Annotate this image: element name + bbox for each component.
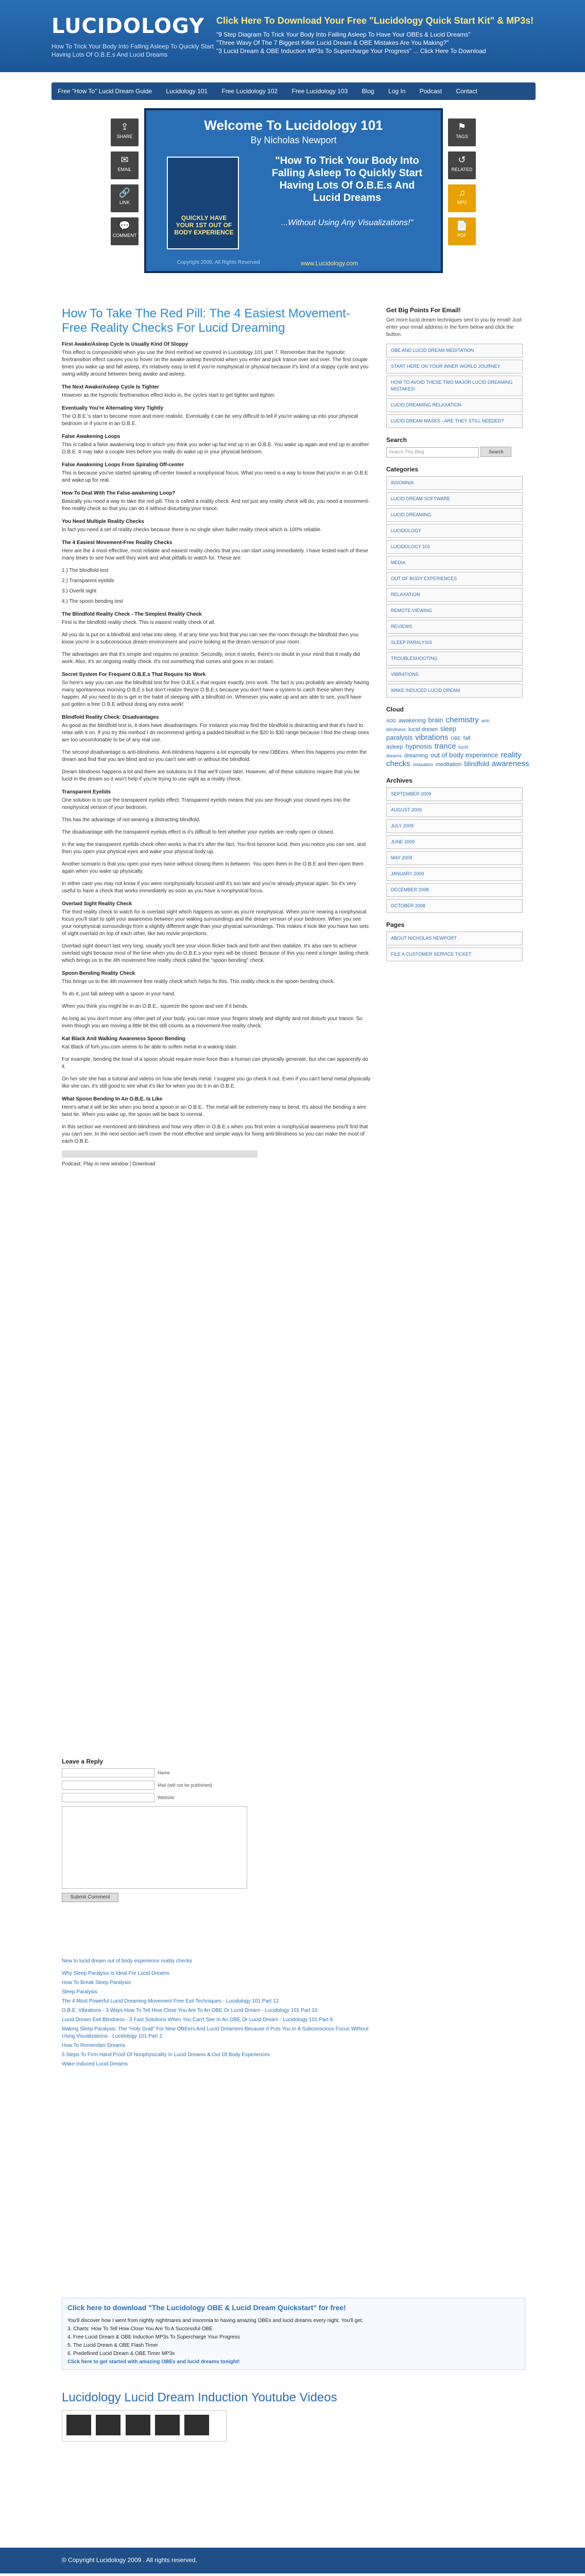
video-thumbnail[interactable]	[126, 2415, 150, 2435]
site-tagline: How To Trick Your Body Into Falling Asleep To Quickly Start Having Lots Of O.B.E.s And Lucid Dreams	[51, 43, 214, 58]
archive-link[interactable]: AUGUST 2009	[386, 803, 523, 817]
audio-player[interactable]	[62, 1150, 257, 1158]
video-thumbnail[interactable]	[66, 2415, 91, 2435]
nav-item[interactable]: Free "How To" Lucid Dream Guide	[58, 88, 152, 95]
category-link[interactable]: INSOMNIA	[386, 476, 523, 490]
paragraph: The second disadvantage is anti-blindness. Anti-blindness happens a lot especially for new OBEers. When this happens you enter the dream and find that you are blind and so you can't see with or without the blindfold.	[62, 750, 367, 762]
paragraph: This has the advantage of not wearing a distracting blindfold.	[62, 817, 201, 823]
tag-link[interactable]: OBE	[451, 736, 461, 741]
post-body	[62, 342, 371, 1145]
page-link[interactable]: FILE A CUSTOMER SERVICE TICKET	[386, 947, 523, 961]
related-link[interactable]: Sleep Paralysis	[62, 1989, 97, 1995]
related-intro[interactable]: New to lucid dream out of body experience reality checks	[62, 1958, 192, 1964]
video-thumbnail[interactable]	[96, 2415, 121, 2435]
cta-line: 6. Predefined Lucid Dream & OBE Timer MP3s	[67, 2351, 175, 2357]
cta-headline[interactable]: Click here to download "The Lucidology OBE & Lucid Dream Quickstart" for free!	[67, 2303, 346, 2312]
tag-link[interactable]: anti-blindness	[386, 718, 491, 732]
tags-icon[interactable]: ⚑ TAGS	[448, 118, 476, 146]
tag-link[interactable]: relaxation	[412, 762, 433, 767]
optin-text: Get more lucid dream techniques sent to you by email! Just enter your email address in the form below and click the button.	[386, 317, 522, 337]
paragraph: As long as you don't move any other part of your body, you can move your fingers slowly and slightly and not disturb your trance. So even though you are moving a little bit this still counts as a movement-free reality check.	[62, 1016, 363, 1029]
nav-item[interactable]: Free Lucidology 103	[291, 88, 348, 95]
cta-line: You'll discover how I went from nightly nightmares and insomnia to having amazing OBEs and lucid dreams every night. You'll get:	[67, 2318, 364, 2324]
post-title[interactable]: How To Take The Red Pill: The 4 Easiest Movement-Free Reality Checks For Lucid Dreaming	[62, 307, 350, 335]
paragraph: Here are the 4 most effective, most reliable and easiest reality checks that you can start using immediately. I have tested each of these many times to see how well they work and what pitfalls to watch for. These are:	[62, 548, 368, 561]
paragraph: All you do is put on a blindfold and relax into sleep. If at any time you find that you can see the room through the blindfold then you know you're in a subconscious dream environment and you're looking at the dream version of your room.	[62, 632, 358, 645]
category-link[interactable]: OUT OF BODY EXPERIENCES	[386, 572, 523, 586]
section-heading: Overlaid Sight Reality Check	[62, 901, 132, 907]
category-link[interactable]: LUCID DREAM SOFTWARE	[386, 492, 523, 506]
archive-link[interactable]: DECEMBER 2008	[386, 883, 523, 897]
tag-link[interactable]: brain	[428, 716, 443, 724]
related-link[interactable]: O.B.E. Vibrations - 3 Ways How To Tell How Close You Are To An OBE Or Lucid Dream - Lucidology 101 Part 10	[62, 2008, 318, 2013]
site-header	[0, 0, 585, 72]
archive-link[interactable]: JULY 2009	[386, 819, 523, 833]
banner-headline: "How To Trick Your Body Into Falling Asleep To Quickly Start Having Lots Of O.B.E.s And Lucid Dreams	[271, 155, 423, 204]
section-heading: First Awake/Asleep Cycle Is Usually Kind Of Sloppy	[62, 342, 188, 347]
paragraph: On her site she has a tutorial and videos on how she bends metal. I suggest you go check it out. Even if you can't bend metal physically like she can, it's still good to see what it's like for when you do it in an O.B.E.	[62, 1076, 371, 1089]
section-heading: How To Deal With The False-awakening Loop?	[62, 490, 176, 496]
comment-form	[62, 1752, 371, 1902]
tag-link[interactable]: out of body experience	[430, 751, 498, 759]
podcast-links[interactable]: Podcast: Play in new window | Download	[62, 1161, 156, 1167]
footer-bar	[0, 2548, 585, 2573]
category-link[interactable]: LUCIDOLOGY 101	[386, 540, 523, 554]
submit-comment-button[interactable]: Submit Comment	[62, 1893, 118, 1902]
comment-textarea[interactable]	[62, 1806, 247, 1889]
categories-heading: Categories	[386, 466, 419, 473]
tag-link[interactable]: lucid dream	[408, 726, 438, 733]
search-button[interactable]: Search	[480, 447, 511, 457]
list-item: 4.) The spoon bending test	[62, 599, 123, 604]
category-link[interactable]: LUCIDOLOGY	[386, 524, 523, 538]
paragraph: The third reality check to watch for is overlaid sight which happens as soon as you're nonphysical. When you're nearing a nonphysical focus you'll start to split your awareness between your waking surroundings and the dream version of your bedroom. When you see your nonphysical surroundings from a slightly different angle than your physical surroundings. This makes it look like you have two sets of sight overlaid on top of each other, like two movie projections.	[62, 909, 369, 937]
related-link[interactable]: How To Remember Dreams	[62, 2043, 126, 2048]
paragraph: In the way the transparent eyelids check often works is that it's after the fact. You first become lucid, then you notice you can see, and then you open your physical eyes and wake your physical body up.	[62, 842, 366, 855]
category-list	[386, 476, 523, 698]
promo-box[interactable]	[216, 15, 536, 55]
section-heading: False Awakening Loops	[62, 434, 121, 439]
optin-link[interactable]: START HERE ON YOUR INNER WORLD JOURNEY	[386, 360, 523, 374]
name-input[interactable]	[62, 1768, 154, 1777]
paragraph: This is because you've started spiraling off-center toward a nonphysical focus. What you need is a way to know that you're in an O.B.E and wake up for real.	[62, 470, 368, 483]
archive-link[interactable]: JANUARY 2009	[386, 867, 523, 881]
related-posts	[62, 1958, 371, 2070]
videos-title: Lucidology Lucid Dream Induction Youtube Videos	[62, 2391, 337, 2404]
related-link[interactable]: Why Sleep Paralysis Is Ideal For Lucid Dreams	[62, 1971, 169, 1976]
pdf-icon[interactable]: 📄 PDF	[448, 217, 476, 245]
section-heading: Transparent Eyelids	[62, 789, 111, 795]
cta-line: 3. Charts: How To Tell How Close You Are To A Successful OBE	[67, 2326, 213, 2332]
paragraph: This is called a false awakening loop in which you think you woke up but end up in an O.B.E. You wake up again and end up in another O.B.E. It may take a couple tries before you really do wake up in your physical bedroom.	[62, 442, 369, 455]
category-link[interactable]: TROUBLESHOOTING	[386, 652, 523, 666]
section-heading: Spoon Bending Reality Check	[62, 971, 135, 976]
tag-link[interactable]: reality checks	[386, 751, 522, 768]
email-label: Mail (will not be published)	[158, 1783, 213, 1788]
paragraph: This effect is compounded when you use the third method we covered in Lucidology 101 part 7. Remember that the hypnotic fire/transition effect causes you to hover on the awake asleep threshold when you enter and pick trance over and over. The first couple times you wake up and fall asleep, it's relatively easy to tell if you're nonphysical or physical because it's kind of a sloppy cycle and you swing wildly around between being awake and asleep.	[62, 350, 369, 377]
section-heading: Secret System For Frequent O.B.E.s That Require No Work	[62, 672, 206, 677]
sidebar	[386, 307, 529, 963]
paragraph: Overlaid sight doesn't last very long, usually you'll see your vision flicker back and forth and then stabilize. It's also rare to achieve overlaid sight because most of the time when you do O.B.E.s your eyes will be closed. Because of this you need a longer lasting check which brings us to the 4th movement free reality check called the "spoon bending" check.	[62, 943, 369, 963]
tag-cloud	[386, 716, 529, 769]
related-link[interactable]: How To Break Sleep Paralysis	[62, 1980, 131, 1986]
section-heading: Kat Black And Walking Awareness Spoon Bending	[62, 1036, 185, 1042]
category-link[interactable]: REVIEWS	[386, 620, 523, 634]
share-toolbar	[111, 118, 142, 250]
website-input[interactable]	[62, 1793, 154, 1802]
tag-link[interactable]: hypnosis	[405, 742, 432, 750]
section-heading: The Blindfold Reality Check - The Simplest Reality Check	[62, 612, 202, 617]
paragraph: The O.B.E.'s start to become more and more realistic. Eventually it can be very difficult to tell if you're waking up into your physical bedroom or if you're in an O.B.E.	[62, 414, 358, 427]
section-heading: The Next Awake/Asleep Cycle Is Tighter	[62, 384, 159, 390]
related-link[interactable]: Wake Induced Lucid Dreams	[62, 2061, 128, 2067]
category-link[interactable]: LUCID DREAMING	[386, 508, 523, 522]
related-link[interactable]: Making Sleep Paralysis: The "Holy Grail" For New OBEers And Lucid Dreamers Because It Puts You In A Subconscious Focus Without Using Visualizations - Lucidology 101 Part 2	[62, 2026, 369, 2039]
paragraph: In fact you need a set of reality checks because there is no single silver bullet reality check which is 100% reliable.	[62, 527, 322, 533]
mp3-icon[interactable]: ♫ MP3	[448, 184, 476, 212]
paragraph: When you think you might be in an O.B.E., squeeze the spoon and see if it bends.	[62, 1004, 249, 1009]
related-list	[62, 1970, 371, 2068]
post-content	[62, 307, 371, 1173]
section-heading: You Need Multiple Reality Checks	[62, 519, 144, 524]
download-cta	[62, 2298, 525, 2370]
tag-link[interactable]: vibrations	[415, 733, 449, 742]
paragraph: Basically you need a way to take the red pill. This is called a reality check. And not just any reality check will do, you need a movement-free reality check so that you can do it without disturbing your trance.	[62, 499, 370, 512]
related-icon[interactable]: ↺ RELATED	[448, 151, 476, 179]
name-label: Name	[158, 1770, 170, 1775]
category-link[interactable]: WAKE INDUCED LUCID DREAM	[386, 684, 523, 698]
section-heading: What Spoon Bending In An O.B.E. Is Like	[62, 1096, 163, 1102]
category-link[interactable]: REMOTE VIEWING	[386, 604, 523, 618]
search-heading: Search	[386, 436, 407, 444]
footer-copyright: © Copyright Lucidology 2009 . All rights reserved.	[62, 2556, 197, 2564]
paragraph: Here's what it will be like when you bend a spoon in an O.B.E.. The metal will be extremely easy to bend. It's about the bending a wire twist tie. When you wake up, the spoon will be back to normal.	[62, 1105, 367, 1117]
nav-item[interactable]: Podcast	[419, 88, 442, 95]
section-heading: False Awakening Loops From Spiraling Off-center	[62, 462, 184, 468]
nav-item[interactable]: Contact	[456, 88, 477, 95]
video-thumbnail[interactable]	[155, 2415, 180, 2435]
section-heading: The 4 Easiest Movement-Free Reality Checks	[62, 540, 173, 546]
cta-line: 5. The Lucid Dream & OBE Flash Timer	[67, 2343, 158, 2348]
nav-item[interactable]: Lucidology 101	[166, 88, 208, 95]
promo-line: "3 Lucid Dream & OBE Induction MP3s To Supercharge Your Progress" ... Click Here To Download	[216, 47, 486, 55]
nav-item[interactable]: Blog	[362, 88, 374, 95]
tag-link[interactable]: meditation	[435, 761, 462, 768]
category-link[interactable]: VIBRATIONS	[386, 668, 523, 682]
pages-heading: Pages	[386, 921, 405, 928]
paragraph: Dream blindness happens a lot and there are solutions to it that we'll cover later. However, all of these solutions require that you be lucid in the dream so it won't help if you're trying to use sight as a reality check.	[62, 769, 360, 782]
paragraph: The advantages are that it's simple and requires no practice. Secondly, once it works, there's no doubt in your mind that it really did work. Also, it's an ongoing reality check. It's not something that comes and goes in an instant.	[62, 652, 360, 665]
optin-link[interactable]: OBE AND LUCID DREAM MEDITATION	[386, 344, 523, 358]
share-icon[interactable]: ⇪ SHARE	[111, 118, 139, 146]
list-item: 3.) Overlit sight	[62, 588, 97, 594]
paragraph: To do it, just fall asleep with a spoon in your hand.	[62, 991, 176, 997]
nav-item[interactable]: Free Lucidology 102	[221, 88, 278, 95]
paragraph: Another scenario is that you open your eyes twice without closing them in between. You open them in the O.B.E and then open them again when you wake up physically.	[62, 861, 364, 874]
link-icon[interactable]: 🔗 LINK	[111, 184, 139, 212]
email-icon[interactable]: ✉ EMAIL	[111, 151, 139, 179]
video-thumbnail[interactable]	[184, 2415, 209, 2435]
banner-sub-headline: ...Without Using Any Visualizations!"	[281, 218, 414, 227]
archives-heading: Archives	[386, 777, 412, 784]
banner-copyright: Copyright 2009, All Rights Reserved	[177, 260, 260, 265]
section-heading: Blindfold Reality Check: Disadvantages	[62, 715, 159, 720]
tag-link[interactable]: sleep paralysis	[386, 725, 456, 741]
paragraph: In this section we mentioned anti-blindness and how very often in O.B.E.s when you first enter a nonphysical awareness you'll find that you can't see. In the next section we'll cover the most effective and simple ways for fixing anti-blindness so you can make the most of each O.B.E.	[62, 1124, 368, 1144]
comment-heading: Leave a Reply	[62, 1758, 104, 1765]
category-link[interactable]: RELAXATION	[386, 588, 523, 602]
paragraph: As good as the blindfold test is, it does have disadvantages. For instance you may find the blindfold is distracting and that it's hard to relax with it on. If you try this method I do recommend getting a padded blindfold in the $20 to $30 range because I find the cheap ones are too uncomfortable to be of any real use.	[62, 723, 369, 743]
promo-line: "Three Wavy Of The 7 Biggest Killer Lucid Dream & OBE Mistakes Are You Making?"	[216, 39, 449, 46]
cta-link[interactable]: Click here to get started with amazing OBEs and lucid dreams tonight!	[67, 2359, 240, 2365]
related-link[interactable]: 5 Steps To Firm Hand Proof Of Nonphysicality In Lucid Dreams & Out Of Body Experiences	[62, 2052, 270, 2058]
comment-icon[interactable]: 💬 COMMENT	[111, 217, 139, 245]
tag-link[interactable]: trance	[434, 742, 456, 751]
archive-link[interactable]: MAY 2009	[386, 851, 523, 865]
list-item: 1.) The blindfold test	[62, 568, 109, 573]
tag-link[interactable]: ADD	[386, 718, 397, 723]
cta-line: 4. Free Lucid Dream & OBE Induction MP3s To Supercharge Your Progress	[67, 2334, 240, 2340]
search-input[interactable]: Search This Blog	[386, 447, 479, 457]
archive-link[interactable]: SEPTEMBER 2009	[386, 787, 523, 801]
nav-item[interactable]: Log In	[388, 88, 406, 95]
banner-title: Welcome To Lucidology 101	[204, 117, 383, 133]
optin-link[interactable]: HOW TO AVOID THESE TWO MAJOR LUCID DREAMING MISTAKES!	[386, 376, 523, 396]
tag-link[interactable]: fall asleep	[386, 735, 471, 750]
resource-toolbar	[448, 118, 479, 250]
tag-link[interactable]: lucid dreams	[386, 744, 468, 758]
promo-headline[interactable]: Click Here To Download Your Free "Lucidology Quick Start Kit" & MP3s!	[216, 15, 534, 26]
ebook-cover	[167, 157, 239, 249]
list-item: 2.) Transparent eyelids	[62, 578, 114, 584]
banner-url[interactable]: www.Lucidology.com	[301, 260, 358, 267]
related-link[interactable]: The 4 Most Powerful Lucid Dreaming Movement Free Exit Techniques - Lucidology 101 Part 12	[62, 1998, 279, 2004]
paragraph: One solution is to use the transparent eyelids effect. Transparent eyelids means that you see through your closed eyes into the nonphysical version of your bedroom.	[62, 798, 351, 810]
optin-link[interactable]: LUCID DREAM MASKS - ARE THEY STILL NEEDED?	[386, 414, 523, 428]
category-link[interactable]: MEDIA	[386, 556, 523, 570]
archive-link[interactable]: OCTOBER 2008	[386, 899, 523, 913]
tag-link[interactable]: chemistry	[445, 716, 479, 724]
archive-link[interactable]: JUNE 2009	[386, 835, 523, 849]
paragraph: The disadvantage with the transparent eyelids effect is it's difficult to feel whether your eyelids are really open or closed.	[62, 829, 335, 835]
archive-list	[386, 787, 523, 913]
site-logo[interactable]: LUCIDOLOGY	[51, 14, 204, 38]
email-input[interactable]	[62, 1781, 154, 1790]
paragraph: Kat Black of forh.you.com seems to be able to soften metal in a waking state.	[62, 1044, 238, 1050]
promo-line: "9 Step Diagram To Trick Your Body Into Falling Asleep To Have Your OBEs & Lucid Dreams"	[216, 31, 471, 38]
tag-cloud-heading: Cloud	[386, 706, 404, 713]
tag-link[interactable]: awakening	[399, 718, 426, 724]
paragraph: This brings us to the 4th movement free reality check which helps fix this. This reality check is the spoon bending check.	[62, 979, 335, 985]
ebook-cover-text: QUICKLY HAVE YOUR 1ST OUT OF BODY EXPERIENCE	[174, 214, 234, 236]
optin-heading: Get Big Points For Email!	[386, 307, 461, 314]
video-widget	[62, 2410, 227, 2442]
category-link[interactable]: SLEEP PARALYSIS	[386, 636, 523, 650]
related-link[interactable]: Lucid Dream Exit Blindness - 3 Fast Solutions When You Can't See In An OBE Or Lucid Dream - Lucidology 101 Part 9	[62, 2017, 333, 2023]
video-section	[62, 2391, 525, 2442]
optin-link[interactable]: LUCID DREAMING RELAXATION	[386, 398, 523, 412]
main-nav	[51, 82, 536, 100]
welcome-banner	[144, 108, 443, 273]
section-heading: Eventually You're Alternating Very Tightly	[62, 405, 164, 411]
tag-link[interactable]: dreaming	[404, 753, 428, 759]
tag-link[interactable]: blindfold	[464, 760, 489, 768]
tag-link[interactable]: awareness	[491, 759, 529, 768]
banner-subtitle: By Nicholas Newport	[250, 135, 337, 145]
paragraph: However as the hypnotic fire/transition effect kicks in, the cycles start to get tighter and tighter.	[62, 393, 276, 398]
paragraph: So here's way you can use the blindfold test for free O.B.E.s that require exactly zero work. The fact is you probably are already having many spontaneous morning O.B.E.s but don't realize they're O.B.E.s because you don't have a system to catch these when they happen. All you need to do is get in the habit of sleeping with a blindfold on. Whenever you wake up and are able to see, you'll have just gotten a free O.B.E without doing any extra work!	[62, 680, 369, 707]
paragraph: In either case you may not know if you were nonphysically focused until it's too late and you're already physical again. So it's very useful to have a check that works immediately as soon as you have a nonphysical focus.	[62, 881, 356, 894]
paragraph: First is the blindfold reality check. This is easiest reality check of all.	[62, 620, 216, 625]
paragraph: For example, bending the bowl of a spoon should require more force than a human can physically generate, but she can apparently do it.	[62, 1057, 368, 1070]
page-link[interactable]: ABOUT NICHOLAS NEWPORT	[386, 931, 523, 945]
website-label: Website	[158, 1795, 175, 1800]
